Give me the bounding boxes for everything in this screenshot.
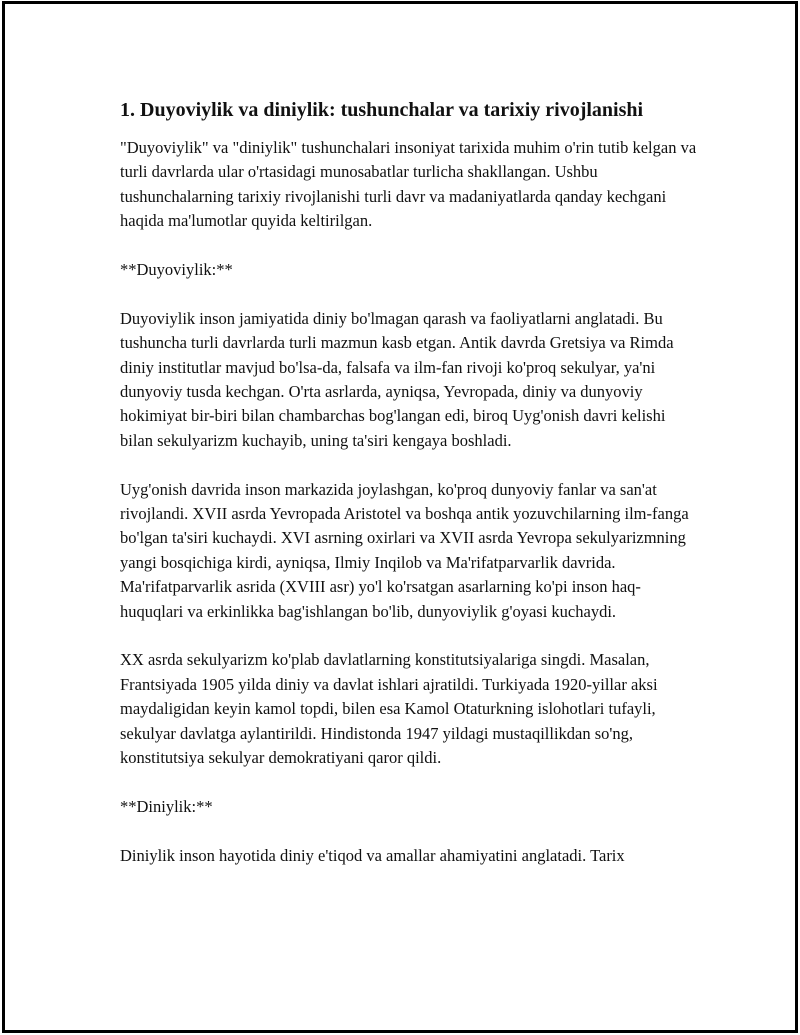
document-page <box>2 1 798 1033</box>
intro-paragraph: "Duyoviylik" va "diniylik" tushunchalari insoniyat tarixida muhim o'rin tutib kelgan va turli davrlarda ular o'rtasidagi munosabatlar turlicha shakllangan. Ushbu tushunchalarning tarixiy rivojlanishi turli davr va madaniyatlarda qanday kechgani haqida ma'lumotlar quyida keltirilgan. <box>120 138 697 231</box>
duyoviylik-paragraph-1: Duyoviylik inson jamiyatida diniy bo'lmagan qarash va faoliyatlarni anglatadi. Bu tushuncha turli davrlarda turli mazmun kasb etgan. Antik davrda Gretsiya va Rimda diniy institutlar mavjud bo'lsa-da, falsafa va ilm-fan rivoji ko'proq sekulyar, ya'ni dunyoviy tusda kechgan. O'rta asrlarda, ayniqsa, Yevropada, diniy va dunyoviy hokimiyat bir-biri bilan chambarchas bog'langan edi, biroq Uyg'onish davri kelishi bilan sekulyarizm kuchayib, uning ta'siri kengaya boshladi. <box>120 308 674 450</box>
diniylik-heading: **Diniylik:** <box>120 796 213 816</box>
duyoviylik-paragraph-2: Uyg'onish davrida inson markazida joylashgan, ko'proq dunyoviy fanlar va san'at rivojlandi. XVII asrda Yevropada Aristotel va boshqa antik yozuvchilarning ilm-fanga bo'lgan ta'siri kuchaydi. XVI asrning oxirlari va XVII asrda Yevropa sekulyarizmning yangi bosqichiga kirdi, ayniqsa, Ilmiy Inqilob va Ma'rifatparvarlik davrida. Ma'rifatparvarlik asrida (XVIII asr) yo'l ko'rsatgan asarlarning ko'pi inson haq-huquqlari va erkinlikka bag'ishlangan bo'lib, dunyoviylik g'oyasi kuchaydi. <box>120 479 689 621</box>
duyoviylik-paragraph-3: XX asrda sekulyarizm ko'plab davlatlarning konstitutsiyalariga singdi. Masalan, Frantsiyada 1905 yilda diniy va davlat ishlari ajratildi. Turkiyada 1920-yillar aksi maydaligidan keyin kamol topdi, bilen esa Kamol Otaturkning islohotlari tufayli, sekulyar davlatga aylantirildi. Hindistonda 1947 yildagi mustaqillikdan so'ng, konstitutsiya sekulyar demokratiyani qaror qildi. <box>120 650 658 768</box>
document-body <box>120 96 700 892</box>
section-title: 1. Duyoviylik va diniylik: tushunchalar va tarixiy rivojlanishi <box>120 99 644 121</box>
duyoviylik-heading: **Duyoviylik:** <box>120 260 233 280</box>
diniylik-paragraph-1: Diniylik inson hayotida diniy e'tiqod va amallar ahamiyatini anglatadi. Tarix <box>120 845 625 865</box>
